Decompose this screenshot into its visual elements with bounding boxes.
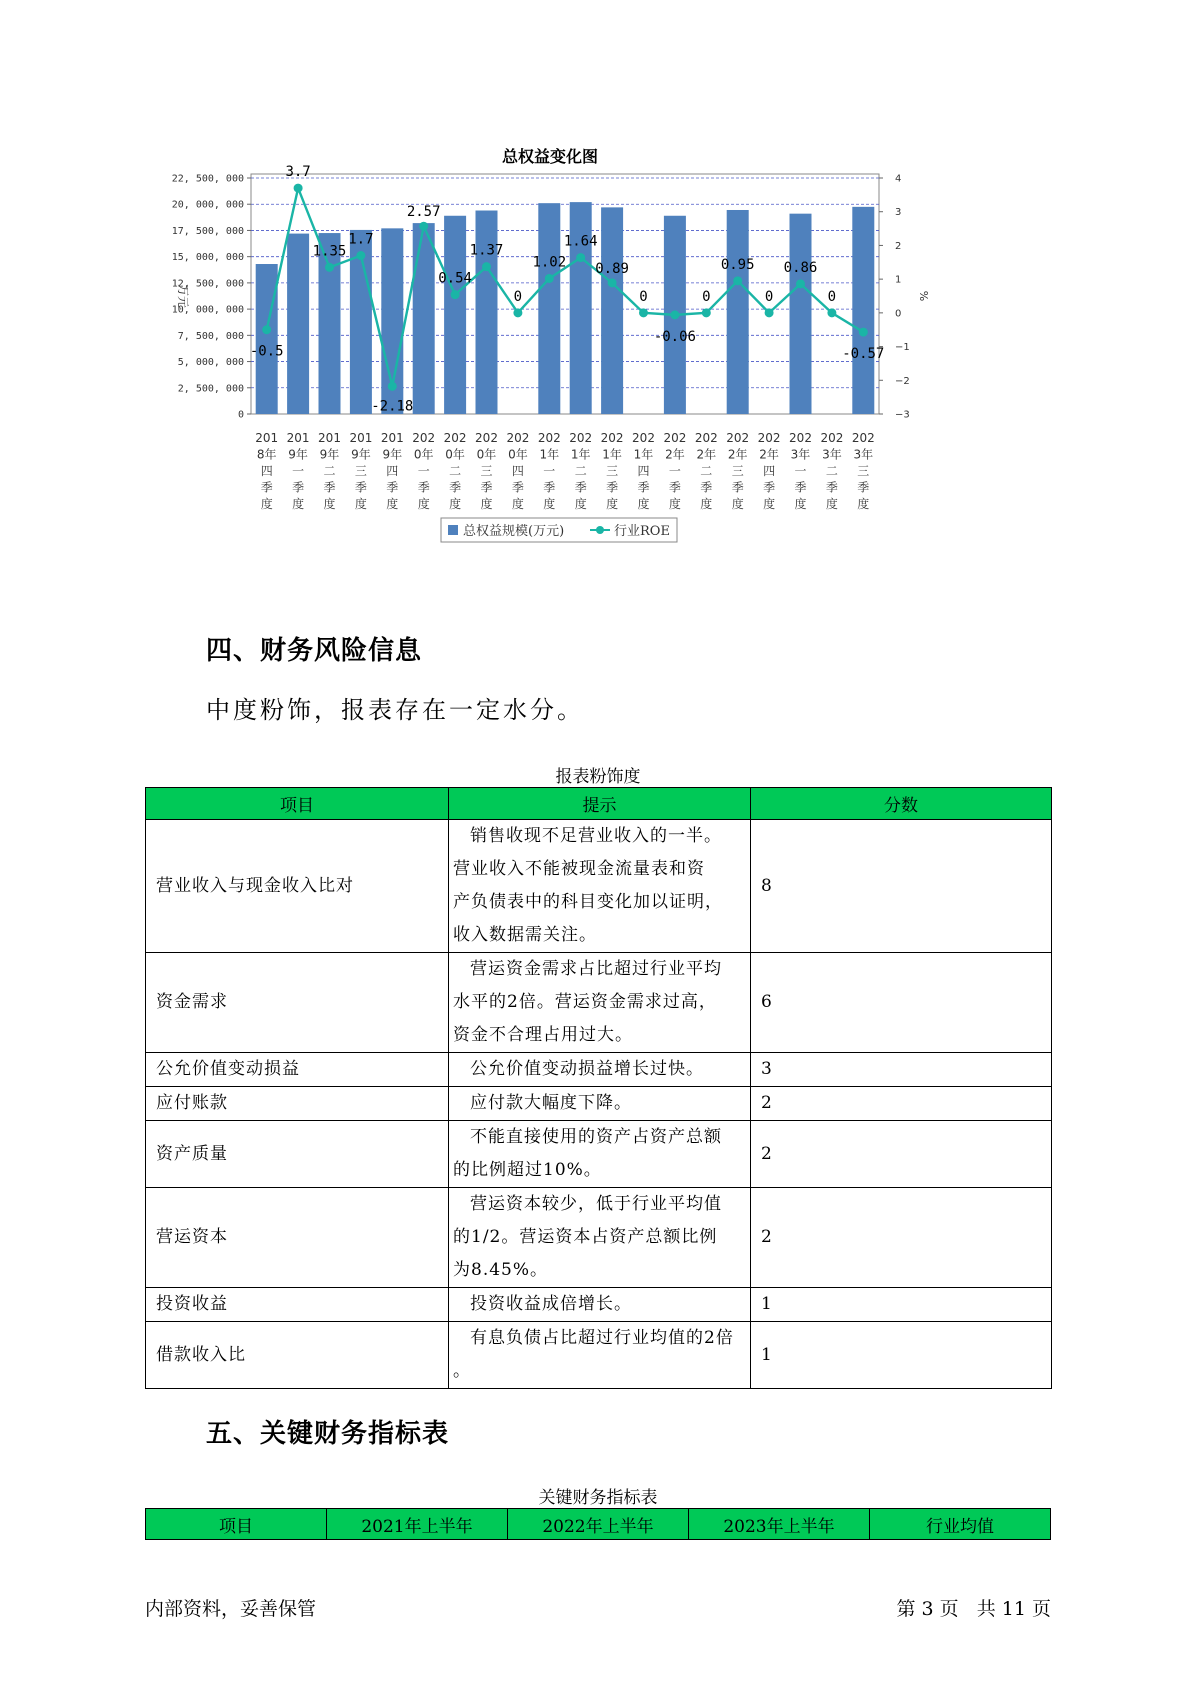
- x-tick-label: 季: [449, 480, 462, 495]
- x-tick-label: 3年: [790, 447, 811, 462]
- roe-point: [576, 253, 585, 262]
- x-tick-label: 度: [449, 497, 462, 511]
- x-tick-label: 201: [349, 431, 373, 445]
- left-tick-label: 0: [237, 409, 244, 421]
- x-tick-label: 0年: [476, 447, 497, 462]
- left-tick-label: 5, 000, 000: [177, 357, 244, 369]
- x-tick-label: 202: [694, 431, 718, 445]
- x-tick-label: 四: [386, 464, 399, 478]
- x-tick-label: 三: [354, 464, 367, 478]
- x-tick-label: 三: [606, 464, 619, 478]
- row-score: 6: [751, 953, 1052, 1053]
- x-tick-label: 季: [574, 480, 587, 495]
- x-tick-label: 季: [731, 480, 744, 495]
- row-hint-line: 水平的2倍。营运资金需求过高，: [453, 992, 717, 1012]
- x-tick-label: 8年: [256, 447, 277, 462]
- x-tick-label: 一: [668, 464, 681, 478]
- x-tick-label: 202: [663, 431, 687, 445]
- roe-point: [356, 251, 365, 260]
- x-tick-label: 度: [668, 497, 681, 511]
- x-tick-label: 一: [292, 464, 305, 478]
- bar: [476, 211, 498, 414]
- row-score: 3: [751, 1053, 1052, 1087]
- row-hint-line: 的比例超过10%。: [453, 1160, 602, 1180]
- header-score: 分数: [751, 788, 1052, 820]
- kpi-header-2021: 2021年上半年: [327, 1509, 508, 1540]
- row-item: 资产质量: [146, 1121, 449, 1188]
- roe-point: [419, 222, 428, 231]
- kpi-table: [145, 1508, 1051, 1540]
- x-tick-label: 202: [506, 431, 530, 445]
- legend-line-label: 行业ROE: [614, 524, 670, 539]
- legend-bar-swatch: [448, 525, 458, 535]
- x-tick-label: 度: [511, 497, 524, 511]
- x-tick-label: 201: [380, 431, 404, 445]
- roe-point: [859, 328, 868, 337]
- roe-data-label: 0: [702, 288, 711, 305]
- row-score: 2: [751, 1188, 1052, 1288]
- x-tick-label: 季: [637, 480, 650, 495]
- x-tick-label: 二: [449, 464, 462, 478]
- left-tick-label: 7, 500, 000: [177, 330, 244, 342]
- x-tick-label: 二: [825, 464, 838, 478]
- row-item: 公允价值变动损益: [146, 1053, 449, 1087]
- roe-data-label: 0.89: [595, 260, 629, 277]
- right-tick-label: 0: [895, 308, 902, 320]
- roe-data-label: 0: [639, 288, 648, 305]
- roe-data-label: 3.7: [285, 164, 311, 181]
- section5-title: 五、关键财务指标表: [206, 1419, 450, 1449]
- bar: [852, 207, 874, 414]
- x-tick-label: 度: [637, 497, 650, 511]
- roe-data-label: 0.54: [438, 270, 472, 287]
- x-tick-label: 202: [851, 431, 875, 445]
- kpi-header-2023: 2023年上半年: [689, 1509, 870, 1540]
- plot-border: [251, 174, 879, 414]
- roe-point: [388, 382, 397, 391]
- x-tick-label: 季: [700, 480, 713, 495]
- right-tick-label: 4: [895, 173, 902, 185]
- row-hint-line: 的1/2。营运资本占资产总额比例: [453, 1227, 718, 1247]
- x-tick-label: 度: [386, 497, 399, 511]
- equity-chart-svg: [170, 130, 930, 590]
- roe-data-label: 1.35: [312, 243, 347, 260]
- row-hint: [449, 1121, 751, 1188]
- row-score: 1: [751, 1322, 1052, 1389]
- left-axis-title: 万元: [176, 283, 190, 309]
- row-item: 借款收入比: [146, 1322, 449, 1389]
- left-tick-label: 15, 000, 000: [171, 252, 244, 264]
- x-tick-label: 9年: [351, 447, 371, 462]
- x-tick-label: 度: [763, 497, 776, 511]
- x-tick-label: 三: [480, 464, 493, 478]
- left-tick-label: 17, 500, 000: [171, 225, 244, 237]
- roe-data-label: 1.37: [469, 242, 504, 259]
- row-score: 2: [751, 1121, 1052, 1188]
- footer-confidential: 内部资料，妥善保管: [145, 1598, 317, 1620]
- bar: [444, 216, 466, 414]
- x-tick-label: 季: [292, 480, 305, 495]
- roe-data-label: 1.7: [348, 231, 374, 248]
- table-row: [146, 820, 1052, 953]
- x-tick-label: 202: [443, 431, 467, 445]
- row-item: 应付账款: [146, 1087, 449, 1121]
- roe-data-label: 0: [513, 288, 523, 305]
- x-tick-label: 度: [700, 497, 713, 511]
- row-score: 8: [751, 820, 1052, 953]
- x-tick-label: 二: [323, 464, 336, 478]
- x-tick-label: 四: [260, 464, 273, 478]
- x-tick-label: 1年: [633, 447, 654, 462]
- x-tick-label: 一: [794, 464, 807, 478]
- row-hint: [449, 953, 751, 1053]
- x-tick-label: 季: [606, 480, 619, 495]
- table-row: [146, 1053, 1052, 1087]
- kpi-header-item: 项目: [146, 1509, 327, 1540]
- roe-data-label: -2.18: [371, 398, 414, 415]
- x-tick-label: 季: [857, 480, 870, 495]
- right-tick-label: 3: [895, 207, 902, 219]
- x-tick-label: 202: [820, 431, 844, 445]
- bar: [538, 203, 560, 414]
- x-tick-label: 季: [417, 480, 430, 495]
- x-tick-label: 季: [260, 480, 273, 495]
- row-hint-line: 营业收入不能被现金流量表和资: [453, 859, 705, 879]
- x-tick-label: 度: [543, 497, 556, 511]
- risk-table-caption: 报表粉饰度: [555, 767, 641, 787]
- row-hint-line: 投资收益成倍增长。: [470, 1294, 632, 1314]
- footer-page-number: 第 3 页 共 11 页: [896, 1598, 1051, 1620]
- roe-point: [639, 308, 648, 317]
- x-tick-label: 9年: [288, 447, 308, 462]
- row-item: 投资收益: [146, 1288, 449, 1322]
- right-tick-label: 1: [895, 274, 902, 286]
- x-tick-label: 1年: [539, 447, 560, 462]
- x-tick-label: 2年: [759, 447, 779, 462]
- section4-description: 中度粉饰，报表存在一定水分。: [206, 696, 584, 724]
- x-tick-label: 202: [412, 431, 436, 445]
- x-tick-label: 度: [574, 497, 587, 511]
- roe-data-label: -0.57: [842, 346, 885, 363]
- bar: [790, 214, 812, 414]
- roe-data-label: 1.64: [563, 233, 598, 250]
- x-tick-label: 四: [637, 464, 650, 478]
- row-hint-line: 有息负债占比超过行业均值的2倍: [470, 1328, 734, 1348]
- x-tick-label: 202: [475, 431, 498, 445]
- row-hint-line: 公允价值变动损益增长过快。: [470, 1059, 704, 1079]
- x-tick-label: 0年: [508, 447, 528, 462]
- row-hint-line: 产负债表中的科目变化加以证明，: [453, 892, 723, 912]
- row-hint-line: 营运资本较少，低于行业平均值: [470, 1194, 722, 1214]
- row-item: 营运资本: [146, 1188, 449, 1288]
- x-tick-label: 度: [292, 497, 305, 511]
- x-tick-label: 四: [511, 464, 524, 478]
- x-tick-label: 9年: [382, 447, 403, 462]
- x-tick-label: 三: [857, 464, 870, 478]
- x-tick-label: 四: [763, 464, 776, 478]
- x-tick-label: 季: [480, 480, 493, 495]
- roe-point: [294, 184, 303, 193]
- left-tick-label: 10, 000, 000: [171, 304, 244, 316]
- right-tick-label: −1: [895, 342, 910, 354]
- right-tick-label: 2: [895, 240, 902, 252]
- roe-point: [702, 308, 711, 317]
- x-tick-label: 度: [260, 497, 273, 511]
- table-row: [146, 1288, 1052, 1322]
- x-tick-label: 一: [417, 464, 430, 478]
- x-tick-label: 度: [731, 497, 744, 511]
- x-tick-label: 202: [632, 431, 655, 445]
- roe-point: [733, 276, 742, 285]
- x-tick-label: 季: [794, 480, 807, 495]
- header-item: 项目: [146, 788, 449, 820]
- x-tick-label: 3年: [822, 447, 842, 462]
- x-tick-label: 度: [354, 497, 367, 511]
- kpi-header-2022: 2022年上半年: [508, 1509, 689, 1540]
- row-item: 营业收入与现金收入比对: [146, 820, 449, 953]
- x-tick-label: 一: [543, 464, 556, 478]
- row-hint: [449, 1188, 751, 1288]
- table-row: [146, 1188, 1052, 1288]
- kpi-table-caption: 关键财务指标表: [538, 1488, 658, 1508]
- equity-chart: [170, 130, 930, 590]
- x-tick-label: 202: [569, 431, 593, 445]
- roe-point: [765, 308, 774, 317]
- right-tick-label: −2: [895, 375, 910, 387]
- header-hint: 提示: [449, 788, 751, 820]
- x-tick-label: 9年: [319, 447, 340, 462]
- x-tick-label: 2年: [727, 447, 748, 462]
- x-tick-label: 度: [794, 497, 807, 511]
- x-tick-label: 202: [537, 431, 561, 445]
- row-hint-line: 收入数据需关注。: [453, 925, 597, 945]
- row-hint: [449, 1053, 751, 1087]
- x-tick-label: 度: [606, 497, 619, 511]
- x-tick-label: 度: [857, 497, 870, 511]
- x-tick-label: 2年: [696, 447, 717, 462]
- x-tick-label: 季: [386, 480, 399, 495]
- x-tick-label: 202: [757, 431, 781, 445]
- roe-data-label: 0: [827, 288, 837, 305]
- roe-data-label: 1.02: [532, 254, 567, 271]
- row-score: 2: [751, 1087, 1052, 1121]
- right-tick-label: −3: [895, 409, 910, 421]
- roe-point: [262, 325, 271, 334]
- legend-line-marker: [596, 526, 604, 534]
- table-row: [146, 953, 1052, 1053]
- roe-point: [608, 278, 617, 287]
- roe-point: [827, 308, 836, 317]
- legend-bar-label: 总权益规模(万元): [463, 524, 565, 539]
- roe-data-label: -0.5: [249, 343, 284, 360]
- bar: [727, 210, 749, 414]
- x-tick-label: 202: [726, 431, 750, 445]
- right-axis-title: %: [917, 290, 930, 302]
- row-hint-line: 营运资金需求占比超过行业平均: [470, 959, 722, 979]
- bar: [256, 264, 278, 414]
- roe-data-label: 0: [764, 288, 774, 305]
- row-score: 1: [751, 1288, 1052, 1322]
- roe-point: [670, 310, 679, 319]
- section4-title: 四、财务风险信息: [206, 636, 423, 666]
- x-tick-label: 1年: [570, 447, 591, 462]
- bar: [319, 233, 341, 414]
- x-tick-label: 度: [825, 497, 838, 511]
- x-tick-label: 0年: [445, 447, 465, 462]
- row-hint-line: 资金不合理占用过大。: [453, 1025, 633, 1045]
- row-hint: [449, 1288, 751, 1322]
- left-tick-label: 20, 000, 000: [171, 199, 244, 211]
- roe-point: [796, 279, 805, 288]
- roe-data-label: 2.57: [406, 204, 441, 221]
- x-tick-label: 2年: [665, 447, 685, 462]
- x-tick-label: 0年: [413, 447, 434, 462]
- x-tick-label: 202: [600, 431, 624, 445]
- row-hint-line: 为8.45%。: [453, 1260, 549, 1280]
- chart-title: 总权益变化图: [501, 147, 598, 166]
- x-tick-label: 3年: [853, 447, 874, 462]
- left-tick-label: 22, 500, 000: [171, 173, 244, 185]
- x-tick-label: 201: [318, 431, 341, 445]
- row-hint: [449, 1087, 751, 1121]
- x-tick-label: 季: [763, 480, 776, 495]
- risk-table-header-row: [146, 788, 1052, 820]
- x-tick-label: 201: [255, 431, 279, 445]
- row-hint-line: 。: [453, 1361, 471, 1381]
- x-tick-label: 二: [700, 464, 713, 478]
- kpi-table-header-row: [146, 1509, 1051, 1540]
- x-tick-label: 度: [323, 497, 336, 511]
- x-tick-label: 三: [731, 464, 744, 478]
- x-tick-label: 季: [668, 480, 681, 495]
- bar: [601, 207, 623, 414]
- roe-point: [513, 308, 522, 317]
- roe-point: [482, 262, 491, 271]
- x-tick-label: 度: [480, 497, 493, 511]
- row-hint: [449, 1322, 751, 1389]
- x-tick-label: 季: [323, 480, 336, 495]
- roe-data-label: 0.86: [783, 259, 818, 276]
- x-tick-label: 二: [574, 464, 587, 478]
- row-hint-line: 销售收现不足营业收入的一半。: [470, 826, 722, 846]
- left-tick-label: 12, 500, 000: [171, 278, 244, 290]
- x-tick-label: 季: [354, 480, 367, 495]
- row-hint: [449, 820, 751, 953]
- kpi-header-industry-avg: 行业均值: [870, 1509, 1051, 1540]
- x-tick-label: 季: [825, 480, 838, 495]
- x-tick-label: 季: [511, 480, 524, 495]
- roe-point: [545, 274, 554, 283]
- row-hint-line: 应付款大幅度下降。: [470, 1093, 632, 1113]
- x-tick-label: 季: [543, 480, 556, 495]
- x-tick-label: 202: [789, 431, 812, 445]
- table-row: [146, 1121, 1052, 1188]
- roe-point: [325, 263, 334, 272]
- x-tick-label: 1年: [602, 447, 622, 462]
- row-item: 资金需求: [146, 953, 449, 1053]
- roe-data-label: -0.06: [653, 328, 696, 345]
- left-tick-label: 2, 500, 000: [177, 383, 244, 395]
- roe-point: [451, 290, 460, 299]
- risk-table: [145, 787, 1052, 1389]
- x-tick-label: 度: [417, 497, 430, 511]
- bar: [287, 234, 309, 414]
- table-row: [146, 1087, 1052, 1121]
- roe-data-label: 0.95: [720, 256, 755, 273]
- table-row: [146, 1322, 1052, 1389]
- row-hint-line: 不能直接使用的资产占资产总额: [470, 1127, 722, 1147]
- bar: [413, 223, 435, 414]
- x-tick-label: 201: [286, 431, 310, 445]
